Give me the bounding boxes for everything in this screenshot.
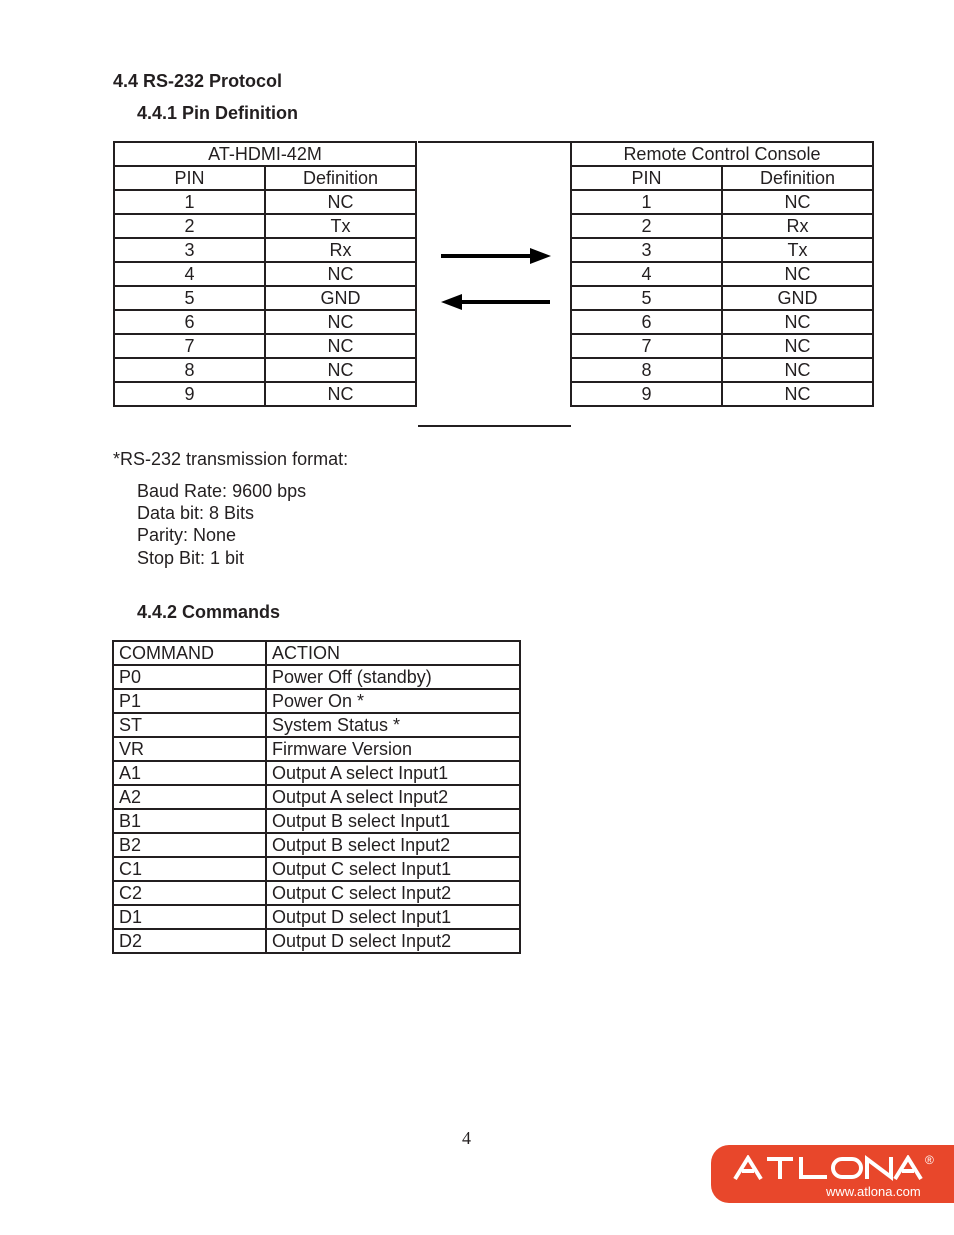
command-action: Output B select Input2 [266,833,520,857]
command-code: D2 [113,929,266,953]
pin-number: 3 [114,238,265,262]
command-code: C1 [113,857,266,881]
left-pin-column-header: PIN [114,166,265,190]
pin-table-frame [418,141,571,427]
right-pin-row [571,262,873,286]
pin-number: 4 [114,262,265,286]
left-pin-row [114,238,416,262]
pin-definition: NC [265,262,416,286]
pin-definition: Tx [722,238,873,262]
command-row [113,761,520,785]
command-action: Power On * [266,689,520,713]
pin-definition: Rx [722,214,873,238]
command-action: Output C select Input2 [266,881,520,905]
command-row [113,833,520,857]
website-url: www.atlona.com [826,1184,921,1199]
pin-definition: NC [722,310,873,334]
left-pin-row [114,310,416,334]
left-pin-row [114,286,416,310]
command-code: P1 [113,689,266,713]
right-pin-row [571,334,873,358]
command-action: Output A select Input1 [266,761,520,785]
pin-number: 2 [114,214,265,238]
command-code: A2 [113,785,266,809]
right-pin-row [571,286,873,310]
left-pin-row [114,214,416,238]
registered-mark: ® [925,1153,934,1167]
command-row [113,713,520,737]
pin-definition: NC [265,382,416,406]
right-pin-row [571,310,873,334]
pin-definition: NC [722,334,873,358]
pin-number: 2 [571,214,722,238]
left-pin-row [114,358,416,382]
right-pin-row [571,214,873,238]
command-action: Output B select Input1 [266,809,520,833]
atlona-wordmark [733,1155,923,1181]
command-row [113,785,520,809]
right-pin-row [571,238,873,262]
left-pin-row [114,190,416,214]
pin-number: 8 [114,358,265,382]
section-title: 4.4 RS-232 Protocol [113,71,283,91]
pin-definition: NC [265,334,416,358]
pin-number: 5 [571,286,722,310]
right-definition-column-header: Definition [722,166,873,190]
pin-definition: NC [265,310,416,334]
command-code: B1 [113,809,266,833]
pin-definition: Rx [265,238,416,262]
pin-number: 6 [114,310,265,334]
command-row [113,857,520,881]
left-definition-column-header: Definition [265,166,416,190]
left-device-header: AT-HDMI-42M [114,142,416,166]
command-action: Output D select Input1 [266,905,520,929]
left-pin-row [114,334,416,358]
command-code: C2 [113,881,266,905]
pin-number: 6 [571,310,722,334]
action-column-header: ACTION [266,641,520,665]
command-action: Output D select Input2 [266,929,520,953]
command-row [113,737,520,761]
command-column-header: COMMAND [113,641,266,665]
pin-definition: GND [265,286,416,310]
parity: Parity: None [137,525,237,545]
command-row [113,905,520,929]
pin-definition: Tx [265,214,416,238]
left-pin-table [113,141,417,407]
pin-number: 9 [571,382,722,406]
command-action: Output C select Input1 [266,857,520,881]
right-pin-row [571,190,873,214]
pin-definition: NC [722,358,873,382]
left-pin-row [114,262,416,286]
command-code: D1 [113,905,266,929]
commands-table [112,640,521,954]
command-code: P0 [113,665,266,689]
stop-bit: Stop Bit: 1 bit [137,548,245,568]
commands-title: 4.4.2 Commands [137,602,281,622]
pin-number: 1 [114,190,265,214]
command-row [113,689,520,713]
command-code: VR [113,737,266,761]
right-device-header: Remote Control Console [571,142,873,166]
pin-number: 3 [571,238,722,262]
command-row [113,881,520,905]
right-pin-row [571,382,873,406]
pin-definition: NC [265,190,416,214]
pin-number: 8 [571,358,722,382]
pin-definition: NC [265,358,416,382]
pin-definition: GND [722,286,873,310]
atlona-logo [711,1145,954,1203]
command-row [113,929,520,953]
pin-number: 5 [114,286,265,310]
command-action: Firmware Version [266,737,520,761]
command-action: Power Off (standby) [266,665,520,689]
command-row [113,665,520,689]
transmission-heading: *RS-232 transmission format: [113,449,349,469]
baud-rate: Baud Rate: 9600 bps [137,481,307,501]
right-pin-table [570,141,874,407]
command-row [113,809,520,833]
right-pin-row [571,358,873,382]
command-action: System Status * [266,713,520,737]
left-pin-row [114,382,416,406]
command-code: A1 [113,761,266,785]
pin-number: 9 [114,382,265,406]
command-action: Output A select Input2 [266,785,520,809]
pin-number: 1 [571,190,722,214]
data-bit: Data bit: 8 Bits [137,503,255,523]
right-pin-column-header: PIN [571,166,722,190]
pin-definition: NC [722,262,873,286]
page-number: 4 [462,1128,471,1148]
pin-number: 4 [571,262,722,286]
pin-number: 7 [571,334,722,358]
command-code: ST [113,713,266,737]
pin-definition: NC [722,190,873,214]
pin-number: 7 [114,334,265,358]
pin-definition: NC [722,382,873,406]
pin-section-title: 4.4.1 Pin Definition [137,103,299,123]
command-code: B2 [113,833,266,857]
